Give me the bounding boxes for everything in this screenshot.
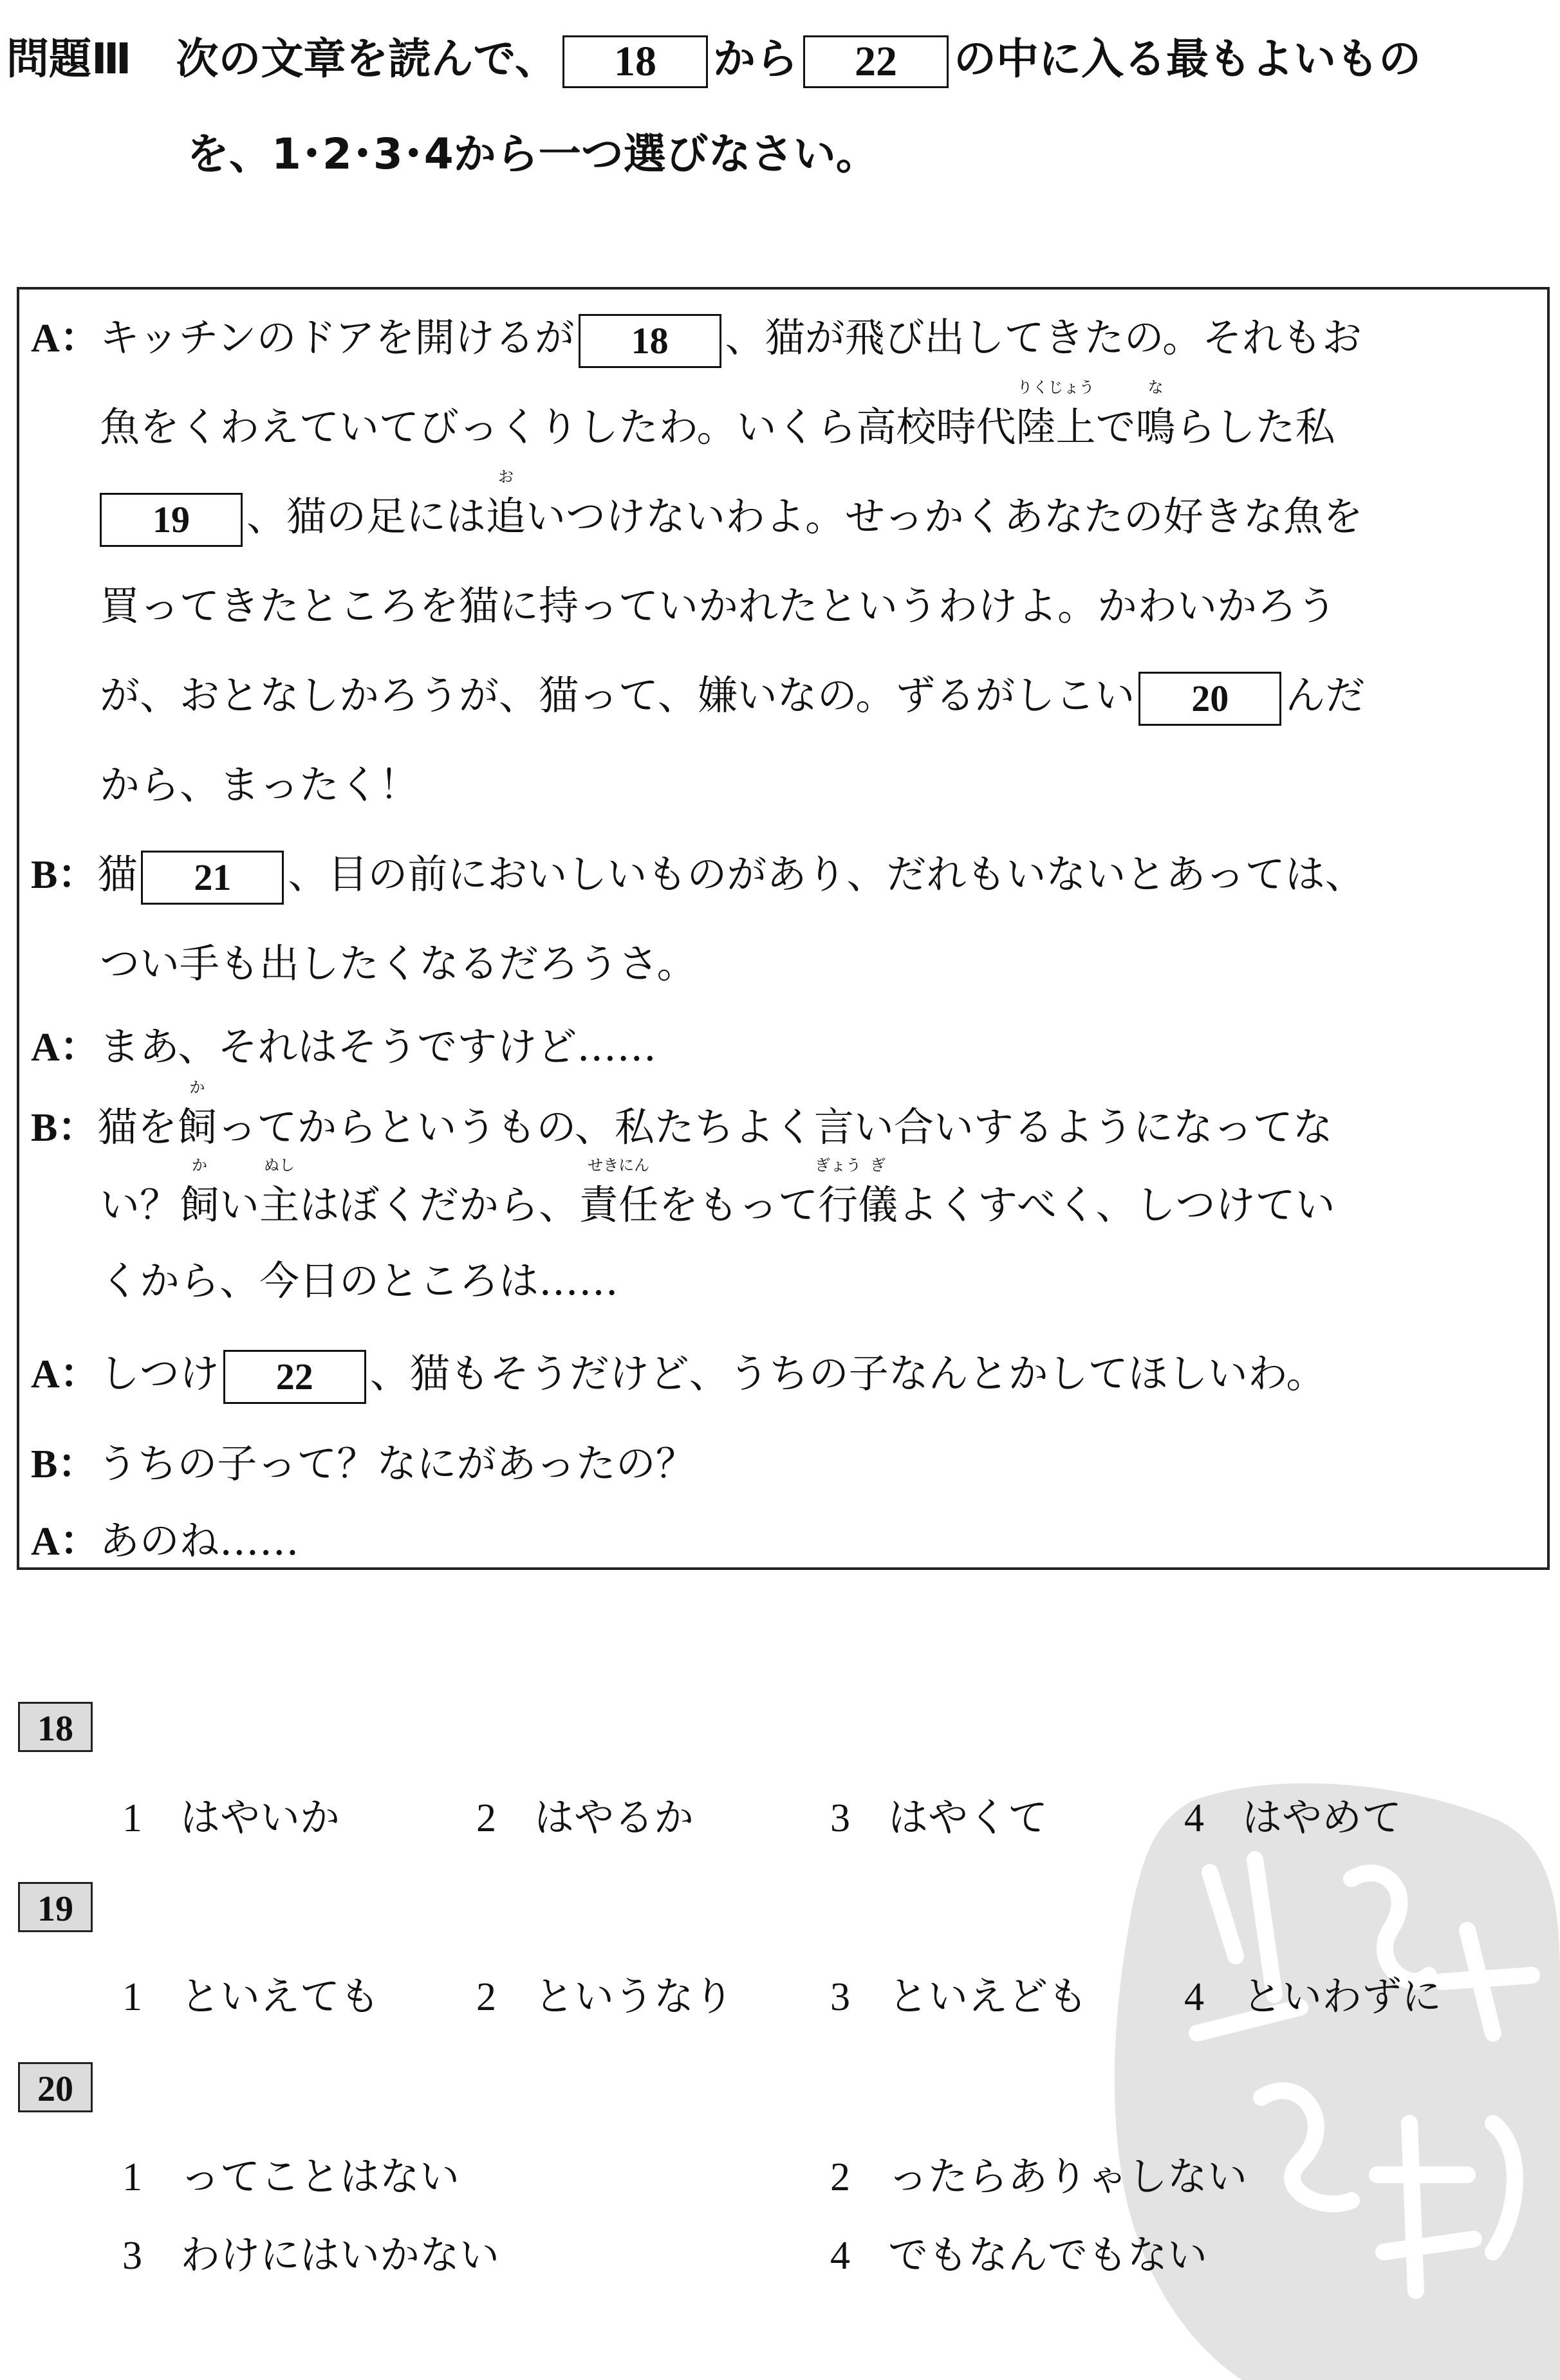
option-text: はやめて <box>1242 1794 1402 1841</box>
kanji: 陸 <box>1016 403 1056 450</box>
dialogue-text: 魚をくわえていてびっくりしたわ。いくら高校時代 <box>100 403 1016 450</box>
dialogue-text: 猫を <box>97 1103 178 1150</box>
ruby-na <box>1135 378 1176 456</box>
dialogue-line-10 <box>31 1078 1333 1157</box>
option-number: 1 <box>122 1975 142 2019</box>
option-19-3[interactable] <box>830 1968 1088 2026</box>
option-text: わけにはいかない <box>180 2231 500 2278</box>
dialogue-line-13 <box>31 1345 1326 1404</box>
dialogue-text: ってからというもの、私たちよく言い合いするようになってな <box>217 1103 1333 1150</box>
dialogue-text: んだ <box>1285 672 1366 719</box>
blank-21: 21 <box>141 851 284 905</box>
option-number: 3 <box>830 1796 850 1840</box>
furigana: りく <box>1017 378 1048 396</box>
ruby-nushi <box>259 1156 300 1234</box>
kanji: 飼 <box>180 1181 220 1228</box>
blank-22: 22 <box>223 1350 366 1404</box>
furigana: ぎょう <box>815 1156 862 1174</box>
option-text: といわずに <box>1242 1973 1442 2020</box>
option-text: といえても <box>180 1973 380 2020</box>
option-20-1[interactable] <box>122 2148 460 2206</box>
speaker-a: A： <box>31 1026 100 1069</box>
furigana: か <box>189 1078 205 1096</box>
furigana: せきにん <box>588 1156 650 1174</box>
blank-box-end: 22 <box>803 35 949 88</box>
option-text: はやくて <box>888 1794 1048 1841</box>
option-20-3[interactable] <box>122 2226 499 2285</box>
dialogue-text: しつけ <box>99 1350 219 1397</box>
dialogue-text: キッチンのドアを開けるが <box>99 314 575 361</box>
furigana: じょう <box>1048 378 1095 396</box>
dialogue-text: 、猫もそうだけど、うちの子なんとかしてほしいわ。 <box>369 1350 1326 1397</box>
dialogue-text: 、猫の足には <box>246 493 487 540</box>
speaker-a: A： <box>31 1352 100 1396</box>
option-text: ったらありゃしない <box>888 2153 1248 2200</box>
option-text: はやいか <box>180 1794 340 1841</box>
dialogue-line-2 <box>100 378 1335 456</box>
furigana: ぬし <box>264 1156 295 1174</box>
option-19-4[interactable] <box>1184 1968 1442 2026</box>
option-text: というなり <box>534 1973 734 2020</box>
option-number: 4 <box>1184 1975 1204 2019</box>
option-20-2[interactable] <box>830 2148 1247 2206</box>
dialogue-text: 、目の前においしいものがあり、だれもいないとあっては、 <box>288 851 1365 898</box>
kanji: 鳴 <box>1135 403 1176 450</box>
kanji: 追 <box>486 493 526 540</box>
option-18-2[interactable] <box>476 1789 694 1847</box>
instruction-text-c: の中に入る最もよいもの <box>954 34 1422 84</box>
dialogue-text: うちの子って？なにがあったの？ <box>97 1440 696 1487</box>
option-20-4[interactable] <box>830 2226 1207 2285</box>
dialogue-line-8: つい手も出したくなるだろうさ。 <box>100 940 697 987</box>
dialogue-text: をもって <box>658 1181 819 1228</box>
option-number: 1 <box>122 2155 142 2199</box>
dialogue-line-6: から、まったく！ <box>100 761 420 808</box>
dialogue-line-12: くから、今日のところは…… <box>100 1257 619 1304</box>
dialogue-text: が、おとなしかろうが、猫って、嫌いなの。ずるがしこい <box>100 672 1135 719</box>
speaker-b: B： <box>31 1443 98 1486</box>
ruby-rikujou <box>1016 378 1096 456</box>
option-19-1[interactable] <box>122 1968 380 2026</box>
speaker-a: A： <box>31 1520 100 1564</box>
speaker-b: B： <box>31 853 98 897</box>
question-number-20: 20 <box>18 2062 93 2112</box>
dialogue-text: まあ、それはそうですけど…… <box>99 1023 657 1070</box>
ruby-sekinin <box>579 1156 659 1234</box>
dialogue-line-7 <box>31 845 1365 905</box>
dialogue-text: あのね…… <box>99 1517 299 1564</box>
seal-watermark <box>1107 1763 1560 2380</box>
question-label: 問題Ⅲ <box>6 34 132 84</box>
dialogue-text: らした私 <box>1175 403 1335 450</box>
dialogue-line-15 <box>31 1512 299 1571</box>
option-18-4[interactable] <box>1184 1789 1402 1847</box>
kanji: 儀 <box>858 1181 898 1228</box>
blank-20: 20 <box>1138 672 1281 726</box>
option-number: 3 <box>122 2234 142 2278</box>
dialogue-text: い？ <box>100 1181 180 1228</box>
furigana: お <box>498 468 514 486</box>
question-number-19: 19 <box>18 1882 93 1932</box>
question-heading <box>6 27 1421 91</box>
option-number: 4 <box>830 2234 850 2278</box>
dialogue-line-3 <box>100 468 1363 547</box>
ruby-gi <box>858 1156 898 1234</box>
speaker-a: A： <box>31 317 100 360</box>
ruby-o <box>486 468 526 546</box>
furigana: か <box>192 1156 208 1174</box>
furigana: ぎ <box>870 1156 886 1174</box>
kanji: 主 <box>259 1181 300 1228</box>
dialogue-text: い <box>219 1181 260 1228</box>
instruction-line-2: を、1･2･3･4から一つ選びなさい。 <box>187 129 878 179</box>
option-number: 1 <box>122 1796 142 1840</box>
option-number: 2 <box>830 2155 850 2199</box>
ruby-ka <box>180 1156 220 1234</box>
dialogue-text: いつけないわよ。せっかくあなたの好きな魚を <box>526 493 1363 540</box>
speaker-b: B： <box>31 1106 98 1150</box>
option-number: 2 <box>476 1975 496 2019</box>
option-text: ってことはない <box>180 2153 460 2200</box>
dialogue-text: で <box>1095 403 1136 450</box>
dialogue-line-5 <box>100 667 1365 726</box>
option-18-1[interactable] <box>122 1789 340 1847</box>
kanji: 上 <box>1055 403 1096 450</box>
option-number: 3 <box>830 1975 850 2019</box>
instruction-text-a: 次の文章を読んで、 <box>176 34 558 84</box>
kanji: 行 <box>818 1181 859 1228</box>
dialogue-text: はぼくだから、 <box>299 1181 579 1228</box>
blank-box-start: 18 <box>562 35 708 88</box>
furigana: な <box>1147 378 1164 396</box>
ruby-ka <box>177 1078 218 1156</box>
dialogue-text: 、猫が飛び出してきたの。それもお <box>725 314 1362 361</box>
dialogue-line-11 <box>100 1156 1335 1234</box>
option-19-2[interactable] <box>476 1968 734 2026</box>
option-18-3[interactable] <box>830 1789 1048 1847</box>
dialogue-line-4: 買ってきたところを猫に持っていかれたというわけよ。かわいかろう <box>100 582 1337 629</box>
option-text: はやるか <box>534 1794 694 1841</box>
option-number: 4 <box>1184 1796 1204 1840</box>
kanji: 責任 <box>579 1181 659 1228</box>
dialogue-text: よくすべく、しつけてい <box>898 1181 1335 1228</box>
ruby-gyou <box>815 1156 862 1234</box>
kanji: 飼 <box>177 1103 218 1150</box>
option-text: といえども <box>888 1973 1088 2020</box>
blank-19: 19 <box>100 493 243 547</box>
blank-18: 18 <box>579 314 721 368</box>
instruction-text-b: から <box>713 34 799 84</box>
dialogue-line-14 <box>31 1435 696 1493</box>
dialogue-line-1 <box>31 309 1362 368</box>
dialogue-line-9 <box>31 1018 656 1076</box>
option-number: 2 <box>476 1796 496 1840</box>
question-number-18: 18 <box>18 1702 93 1752</box>
dialogue-text: 猫 <box>97 851 138 898</box>
option-text: でもなんでもない <box>888 2231 1208 2278</box>
